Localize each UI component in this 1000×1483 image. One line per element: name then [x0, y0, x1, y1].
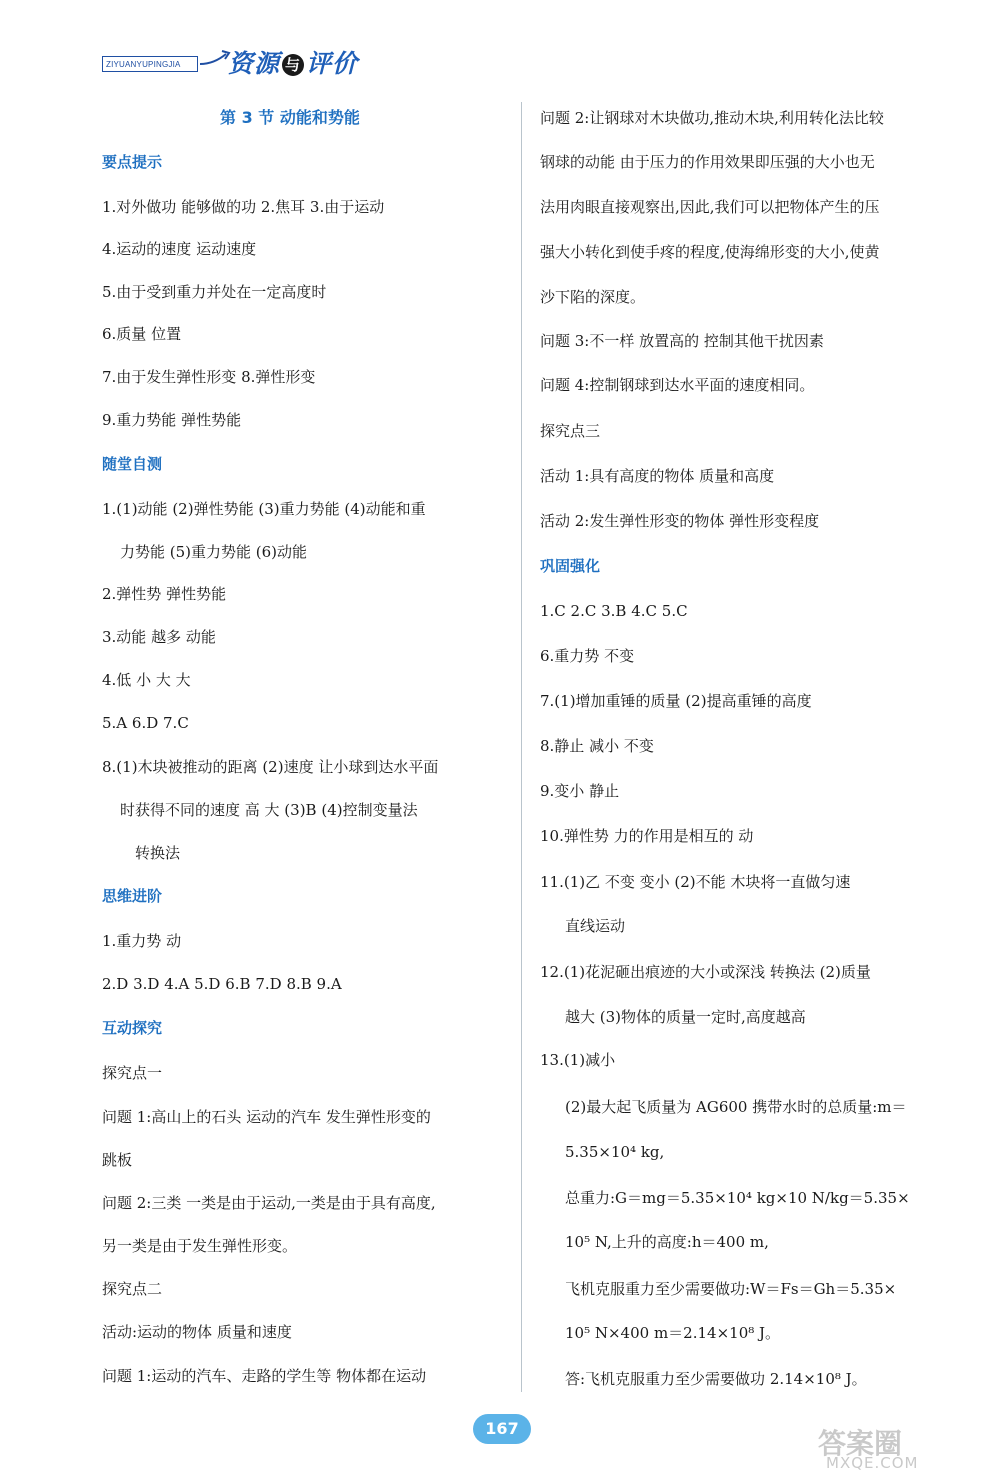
answer-line: 问题 2:让钢球对木块做功,推动木块,利用转化法比较: [540, 109, 884, 127]
answer-line: 7.由于发生弹性形变 8.弹性形变: [102, 368, 316, 386]
answer-line: 活动 1:具有高度的物体 质量和高度: [540, 467, 775, 485]
answer-line: 活动 2:发生弹性形变的物体 弹性形变程度: [540, 512, 820, 530]
answer-line: 越大 (3)物体的质量一定时,高度越高: [565, 1008, 806, 1026]
answer-line: 问题 4:控制钢球到达水平面的速度相同。: [540, 376, 815, 394]
answer-line: 转换法: [135, 844, 181, 862]
column-divider: [521, 102, 522, 1392]
answer-line: 法用肉眼直接观察出,因此,我们可以把物体产生的压: [540, 198, 880, 216]
answer-line: 1.对外做功 能够做的功 2.焦耳 3.由于运动: [102, 198, 385, 216]
answer-line: 问题 3:不一样 放置高的 控制其他干扰因素: [540, 332, 824, 350]
header-pinyin: ZIYUANYUPINGJIA: [102, 56, 198, 72]
answer-line: 问题 1:高山上的石头 运动的汽车 发生弹性形变的: [102, 1108, 431, 1126]
answer-line: 2.D 3.D 4.A 5.D 6.B 7.D 8.B 9.A: [102, 975, 342, 993]
answer-line: 问题 2:三类 一类是由于运动,一类是由于具有高度,: [102, 1194, 436, 1212]
watermark-logo: [818, 1422, 980, 1472]
watermark-line1: 答案圈: [818, 1427, 903, 1460]
answer-line: 活动:运动的物体 质量和速度: [102, 1323, 292, 1341]
section-heading: 要点提示: [102, 153, 163, 171]
section-heading: 互动探究: [102, 1019, 163, 1037]
answer-line: 9.重力势能 弹性势能: [102, 411, 242, 429]
answer-line: 探究点二: [102, 1280, 163, 1298]
answer-line: 10⁵ N×400 m＝2.14×10⁸ J。: [565, 1324, 781, 1342]
answer-line: 答:飞机克服重力至少需要做功 2.14×10⁸ J。: [565, 1370, 867, 1388]
answer-line: 问题 1:运动的汽车、走路的学生等 物体都在运动: [102, 1367, 427, 1385]
answer-line: 13.(1)减小: [540, 1051, 616, 1069]
page-number: 167: [473, 1414, 531, 1444]
answer-line: 7.(1)增加重锤的质量 (2)提高重锤的高度: [540, 692, 812, 710]
answer-line: (2)最大起飞质量为 AG600 携带水时的总质量:m＝: [565, 1098, 907, 1116]
arrow-icon: [198, 48, 232, 70]
answer-line: 12.(1)花泥砸出痕迹的大小或深浅 转换法 (2)质量: [540, 963, 871, 981]
answer-line: 钢球的动能 由于压力的作用效果即压强的大小也无: [540, 153, 875, 171]
answer-line: 总重力:G＝mg＝5.35×10⁴ kg×10 N/kg＝5.35×: [565, 1189, 910, 1207]
answer-line: 4.低 小 大 大: [102, 671, 191, 689]
answer-line: 5.A 6.D 7.C: [102, 714, 189, 732]
answer-line: 力势能 (5)重力势能 (6)动能: [120, 543, 308, 561]
watermark-line2: MXQE.COM: [826, 1454, 919, 1472]
answer-line: 5.35×10⁴ kg,: [565, 1143, 665, 1161]
book-header: [102, 44, 362, 80]
header-title-a: 资源: [228, 49, 281, 78]
answer-line: 8.(1)木块被推动的距离 (2)速度 让小球到达水平面: [102, 758, 439, 776]
section-heading: 思维进阶: [102, 887, 163, 905]
header-title-b: 评价: [306, 49, 359, 78]
answer-line: 6.质量 位置: [102, 325, 182, 343]
answer-line: 5.由于受到重力并处在一定高度时: [102, 283, 327, 301]
answer-line: 另一类是由于发生弹性形变。: [102, 1237, 298, 1255]
chapter-title: 第 3 节 动能和势能: [220, 108, 360, 127]
section-heading: 巩固强化: [540, 557, 601, 575]
section-heading: 随堂自测: [102, 455, 163, 473]
header-title-yu: 与: [282, 54, 304, 76]
answer-line: 时获得不同的速度 高 大 (3)B (4)控制变量法: [120, 801, 418, 819]
answer-line: 飞机克服重力至少需要做功:W＝Fs＝Gh＝5.35×: [565, 1280, 897, 1298]
answer-line: 探究点一: [102, 1064, 163, 1082]
answer-line: 9.变小 静止: [540, 782, 620, 800]
answer-line: 强大小转化到使手疼的程度,使海绵形变的大小,使黄: [540, 243, 880, 261]
answer-line: 1.重力势 动: [102, 932, 182, 950]
answer-line: 跳板: [102, 1151, 133, 1169]
answer-line: 6.重力势 不变: [540, 647, 635, 665]
answer-line: 2.弹性势 弹性势能: [102, 585, 227, 603]
answer-line: 10.弹性势 力的作用是相互的 动: [540, 827, 754, 845]
answer-line: 1.(1)动能 (2)弹性势能 (3)重力势能 (4)动能和重: [102, 500, 426, 518]
answer-line: 3.动能 越多 动能: [102, 628, 216, 646]
answer-line: 直线运动: [565, 917, 626, 935]
answer-line: 探究点三: [540, 422, 601, 440]
header-title: [228, 44, 358, 80]
answer-line: 1.C 2.C 3.B 4.C 5.C: [540, 602, 688, 620]
answer-line: 10⁵ N,上升的高度:h＝400 m,: [565, 1233, 769, 1251]
answer-line: 8.静止 减小 不变: [540, 737, 654, 755]
answer-line: 11.(1)乙 不变 变小 (2)不能 木块将一直做匀速: [540, 873, 851, 891]
answer-line: 4.运动的速度 运动速度: [102, 240, 257, 258]
answer-line: 沙下陷的深度。: [540, 288, 646, 306]
